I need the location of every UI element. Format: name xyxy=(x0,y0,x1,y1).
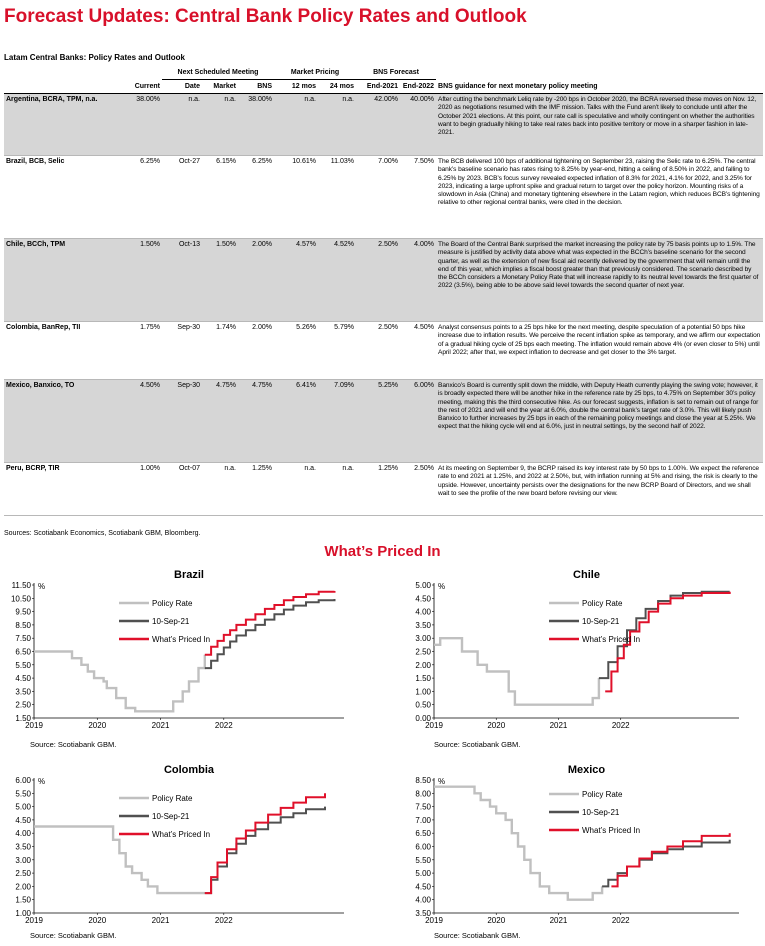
row-24mos: n.a. xyxy=(318,463,356,516)
row-market: 4.75% xyxy=(202,380,238,463)
row-bns: 38.00% xyxy=(238,94,274,156)
y-tick-label: 8.50 xyxy=(15,620,31,630)
y-tick-label: 6.50 xyxy=(415,829,431,839)
y-tick-label: 3.00 xyxy=(415,634,431,644)
y-tick-label: 2.00 xyxy=(15,882,31,892)
y-tick-label: 6.00 xyxy=(15,776,31,785)
x-tick-label: 2020 xyxy=(487,916,506,925)
legend-label: What’s Priced In xyxy=(582,635,641,644)
y-tick-label: 1.50 xyxy=(15,895,31,905)
x-tick-label: 2020 xyxy=(88,721,107,730)
col-current: Current xyxy=(116,80,162,94)
row-name: Brazil, BCB, Selic xyxy=(4,156,116,239)
row-current: 6.25% xyxy=(116,156,162,239)
chart-title: Mexico xyxy=(567,764,606,776)
x-tick-label: 2020 xyxy=(88,916,107,925)
y-tick-label: 3.50 xyxy=(415,620,431,630)
y-tick-label: 6.50 xyxy=(15,647,31,657)
row-guidance: At its meeting on September 9, the BCRP raised its key interest rate by 50 bps to 1.00%. We expect the reference rate to end 2021 at 1.25%, and 2022 at 2.50%, but, with inflation running at 5% and rising, the risk is clearly to the upside. However, uncertainty persists over the designations for the new BCRP Board of Directors, and we shall wait to see the profile of the new board before revising our view. xyxy=(436,463,763,516)
group-next-meeting: Next Scheduled Meeting xyxy=(162,66,274,80)
row-market: 1.74% xyxy=(202,322,238,380)
y-axis-unit: % xyxy=(38,582,46,591)
legend-label: What’s Priced In xyxy=(582,826,641,835)
row-end2021: 2.50% xyxy=(356,239,400,322)
row-name: Chile, BCCh, TPM xyxy=(4,239,116,322)
legend-label: 10-Sep-21 xyxy=(582,808,620,817)
series-line-3 xyxy=(205,591,335,655)
legend-label: What’s Priced In xyxy=(152,830,211,839)
row-guidance: Analyst consensus points to a 25 bps hike for the next meeting, despite speculation of a potential 50 bps hike increase due to inflation results. We perceive the recent inflation spike as temporary, and we affirm our expectation of a gradual hiking cycle of 25 bps each meeting. The inflation would remain above 4% (or even closer to 5%) until April 2022; after that, we expect inflation to decrease and get closer to the 3% target. xyxy=(436,322,763,380)
chart-colombia xyxy=(0,760,350,925)
row-end2021: 7.00% xyxy=(356,156,400,239)
row-24mos: 11.03% xyxy=(318,156,356,239)
y-tick-label: 4.50 xyxy=(15,674,31,684)
y-axis-unit: % xyxy=(438,777,446,786)
y-tick-label: 6.00 xyxy=(415,842,431,852)
col-24mos: 24 mos xyxy=(318,80,356,94)
x-tick-label: 2021 xyxy=(151,916,170,925)
row-current: 4.50% xyxy=(116,380,162,463)
row-end2022: 7.50% xyxy=(400,156,436,239)
col-12mos: 12 mos xyxy=(274,80,318,94)
y-tick-label: 4.00 xyxy=(415,607,431,617)
series-line-2 xyxy=(205,807,325,894)
row-12mos: n.a. xyxy=(274,463,318,516)
group-bns-forecast: BNS Forecast xyxy=(356,66,436,80)
row-date: Oct-07 xyxy=(162,463,202,516)
y-tick-label: 5.50 xyxy=(15,789,31,799)
row-bns: 2.00% xyxy=(238,322,274,380)
row-12mos: 10.61% xyxy=(274,156,318,239)
chart-mexico-svg xyxy=(400,760,745,925)
legend-label: 10-Sep-21 xyxy=(152,812,190,821)
row-bns: 2.00% xyxy=(238,239,274,322)
y-axis-unit: % xyxy=(38,777,46,786)
row-12mos: n.a. xyxy=(274,94,318,156)
y-tick-label: 3.50 xyxy=(15,687,31,697)
row-end2021: 1.25% xyxy=(356,463,400,516)
row-end2022: 2.50% xyxy=(400,463,436,516)
row-name: Peru, BCRP, TIR xyxy=(4,463,116,516)
legend-label: Policy Rate xyxy=(152,794,193,803)
row-current: 1.50% xyxy=(116,239,162,322)
table-row xyxy=(4,156,763,239)
x-tick-label: 2021 xyxy=(151,721,170,730)
series-line-1 xyxy=(434,787,602,900)
x-tick-label: 2019 xyxy=(25,721,43,730)
row-name: Argentina, BCRA, TPM, n.a. xyxy=(4,94,116,156)
row-24mos: 5.79% xyxy=(318,322,356,380)
series-line-1 xyxy=(434,638,599,705)
y-tick-label: 10.50 xyxy=(10,594,31,604)
y-tick-label: 0.50 xyxy=(415,700,431,710)
table-title: Latam Central Banks: Policy Rates and Outlook xyxy=(4,53,185,62)
y-tick-label: 4.00 xyxy=(15,829,31,839)
chart-chile-svg xyxy=(400,565,745,730)
y-tick-label: 4.00 xyxy=(415,895,431,905)
row-end2021: 5.25% xyxy=(356,380,400,463)
chart-mexico-source: Source: Scotiabank GBM. xyxy=(434,931,521,940)
row-end2021: 42.00% xyxy=(356,94,400,156)
y-tick-label: 5.50 xyxy=(15,660,31,670)
row-end2022: 4.00% xyxy=(400,239,436,322)
y-tick-label: 4.50 xyxy=(15,815,31,825)
table-row xyxy=(4,380,763,463)
chart-brazil-source: Source: Scotiabank GBM. xyxy=(30,740,117,749)
y-tick-label: 1.00 xyxy=(415,687,431,697)
legend-label: 10-Sep-21 xyxy=(152,617,190,626)
y-tick-label: 4.50 xyxy=(415,882,431,892)
col-end2022: End-2022 xyxy=(400,80,436,94)
row-guidance: Banxico’s Board is currently split down the middle, with Deputy Heath currently playing the swing vote; however, it is broadly expected there will be another hike in the reference rate by 25 bps, to 4.75% on September 30’s policy meeting, making this the third consecutive hike. As our forecast suggests, inflation is set to remain out of range for the rest of 2021 and will end the year at 6.0%, double the central bank’s target rate of 3.0%. This will likely push Banxico to further increases by 25 bps in each of the remaining policy meetings and close the year at 5.25%. We expect that the hiking cycle will end at 6.0%, just in neutral settings, by the second half of 2022. xyxy=(436,380,763,463)
legend-label: Policy Rate xyxy=(582,599,623,608)
row-end2022: 6.00% xyxy=(400,380,436,463)
row-12mos: 5.26% xyxy=(274,322,318,380)
x-tick-label: 2019 xyxy=(425,721,443,730)
row-end2022: 4.50% xyxy=(400,322,436,380)
series-line-3 xyxy=(611,833,729,886)
chart-mexico xyxy=(400,760,745,925)
row-24mos: n.a. xyxy=(318,94,356,156)
legend-label: What’s Priced In xyxy=(152,635,211,644)
chart-chile xyxy=(400,565,745,730)
chart-brazil-svg xyxy=(0,565,350,730)
legend-label: 10-Sep-21 xyxy=(582,617,620,626)
row-12mos: 4.57% xyxy=(274,239,318,322)
row-end2021: 2.50% xyxy=(356,322,400,380)
table-row xyxy=(4,463,763,516)
policy-rates-table xyxy=(4,66,763,516)
chart-title: Brazil xyxy=(174,569,204,581)
row-guidance: The BCB delivered 100 bps of additional tightening on September 23, raising the Selic rate to 6.25%. The central bank’s baseline scenario has rates rising to 8.25% by year-end, hitting a ceiling of 8.50% in 2022, and falling to 6.25% by 2023. BCB’s focus survey revealed expected inflation of 8.3% for 2021, 4.1% for 2022, and 3.25% for 2023, indicating a large upfront spike and gradual return to target over the policy horizon. Mounting risks of a slowdown in Asia (China) and monetary tightening elsewhere in the Latam region, which reduces BCB’s tightening relative to other regional central banks, were cited in the decision. xyxy=(436,156,763,239)
y-tick-label: 5.00 xyxy=(415,581,431,590)
series-line-3 xyxy=(205,793,325,893)
x-tick-label: 2021 xyxy=(549,916,568,925)
x-tick-label: 2020 xyxy=(487,721,506,730)
table-row xyxy=(4,239,763,322)
y-tick-label: 11.50 xyxy=(11,581,31,590)
row-name: Colombia, BanRep, TII xyxy=(4,322,116,380)
y-tick-label: 2.50 xyxy=(15,700,31,710)
y-tick-label: 7.50 xyxy=(415,802,431,812)
y-tick-label: 2.50 xyxy=(415,647,431,657)
y-tick-label: 5.50 xyxy=(415,855,431,865)
row-12mos: 6.41% xyxy=(274,380,318,463)
y-tick-label: 4.50 xyxy=(415,594,431,604)
y-tick-label: 3.00 xyxy=(15,855,31,865)
chart-title: Colombia xyxy=(163,764,215,776)
col-bns: BNS xyxy=(238,80,274,94)
x-tick-label: 2022 xyxy=(214,721,233,730)
y-tick-label: 3.50 xyxy=(15,842,31,852)
row-current: 38.00% xyxy=(116,94,162,156)
row-date: Sep-30 xyxy=(162,380,202,463)
y-tick-label: 2.50 xyxy=(15,869,31,879)
legend-label: Policy Rate xyxy=(152,599,193,608)
y-tick-label: 1.00 xyxy=(15,909,31,918)
series-line-2 xyxy=(602,840,730,887)
page-title: Forecast Updates: Central Bank Policy Rates and Outlook xyxy=(4,6,527,27)
legend-label: Policy Rate xyxy=(582,790,623,799)
row-date: n.a. xyxy=(162,94,202,156)
x-tick-label: 2022 xyxy=(611,721,630,730)
x-tick-label: 2019 xyxy=(25,916,43,925)
row-guidance: The Board of the Central Bank surprised the market increasing the policy rate by 75 basis points up to 1.5%. The measure is justified by activity data above what was expected in the BCCh’s baseline scenario for the second quarter, as well as the extension of new fiscal aid recently delivered by the government that will remain until the end of this year, which implies a fiscal boost greater than that previously considered. The scenario described by the BCCh considers a Monetary Policy Rate that will increase rapidly to its neutral level towards the first quarter of 2022 (3.5%), being able to be above said level towards the second quarter of next year. xyxy=(436,239,763,322)
row-name: Mexico, Banxico, TO xyxy=(4,380,116,463)
chart-colombia-source: Source: Scotiabank GBM. xyxy=(30,931,117,940)
x-tick-label: 2021 xyxy=(549,721,568,730)
y-tick-label: 8.00 xyxy=(415,789,431,799)
table-sources: Sources: Scotiabank Economics, Scotiabank GBM, Bloomberg. xyxy=(4,530,201,537)
row-market: n.a. xyxy=(202,463,238,516)
row-current: 1.75% xyxy=(116,322,162,380)
y-tick-label: 0.00 xyxy=(415,714,431,723)
y-tick-label: 9.50 xyxy=(15,607,31,617)
y-tick-label: 1.50 xyxy=(415,674,431,684)
row-guidance: After cutting the benchmark Leliq rate by -200 bps in October 2020, the BCRA reversed these moves on Nov. 12, 2020 as negotiations resumed with the IMF mission. Talks with the Fund aren't likely to conclude until after the October 2021 elections. At this point, our rate call is speculative and wholly contingent on whether the authorities want to begin gradually hiking to take real rates back into positive territory or move in a sharper fashion in late-2021. xyxy=(436,94,763,156)
series-line-1 xyxy=(34,652,205,712)
y-tick-label: 8.50 xyxy=(415,776,431,785)
table-row xyxy=(4,322,763,380)
y-tick-label: 3.50 xyxy=(415,909,431,918)
chart-title: Chile xyxy=(573,569,600,581)
row-date: Oct-13 xyxy=(162,239,202,322)
row-bns: 4.75% xyxy=(238,380,274,463)
chart-chile-source: Source: Scotiabank GBM. xyxy=(434,740,521,749)
col-market: Market xyxy=(202,80,238,94)
col-date: Date xyxy=(162,80,202,94)
x-tick-label: 2022 xyxy=(611,916,630,925)
chart-colombia-svg xyxy=(0,760,350,925)
row-market: n.a. xyxy=(202,94,238,156)
chart-brazil xyxy=(0,565,350,730)
section-title: What’s Priced In xyxy=(324,543,441,560)
row-24mos: 4.52% xyxy=(318,239,356,322)
row-end2022: 40.00% xyxy=(400,94,436,156)
row-date: Sep-30 xyxy=(162,322,202,380)
row-24mos: 7.09% xyxy=(318,380,356,463)
col-end2021: End-2021 xyxy=(356,80,400,94)
row-bns: 6.25% xyxy=(238,156,274,239)
y-tick-label: 5.00 xyxy=(415,869,431,879)
col-guidance: BNS guidance for next monetary policy meeting xyxy=(436,80,763,94)
y-tick-label: 2.00 xyxy=(415,660,431,670)
row-current: 1.00% xyxy=(116,463,162,516)
row-market: 6.15% xyxy=(202,156,238,239)
x-tick-label: 2022 xyxy=(214,916,233,925)
row-date: Oct-27 xyxy=(162,156,202,239)
y-tick-label: 5.00 xyxy=(15,802,31,812)
row-market: 1.50% xyxy=(202,239,238,322)
row-bns: 1.25% xyxy=(238,463,274,516)
x-tick-label: 2019 xyxy=(425,916,443,925)
y-tick-label: 7.50 xyxy=(15,634,31,644)
y-tick-label: 1.50 xyxy=(15,714,31,723)
group-market-pricing: Market Pricing xyxy=(274,66,356,80)
y-axis-unit: % xyxy=(438,582,446,591)
y-tick-label: 7.00 xyxy=(415,815,431,825)
table-row xyxy=(4,94,763,156)
